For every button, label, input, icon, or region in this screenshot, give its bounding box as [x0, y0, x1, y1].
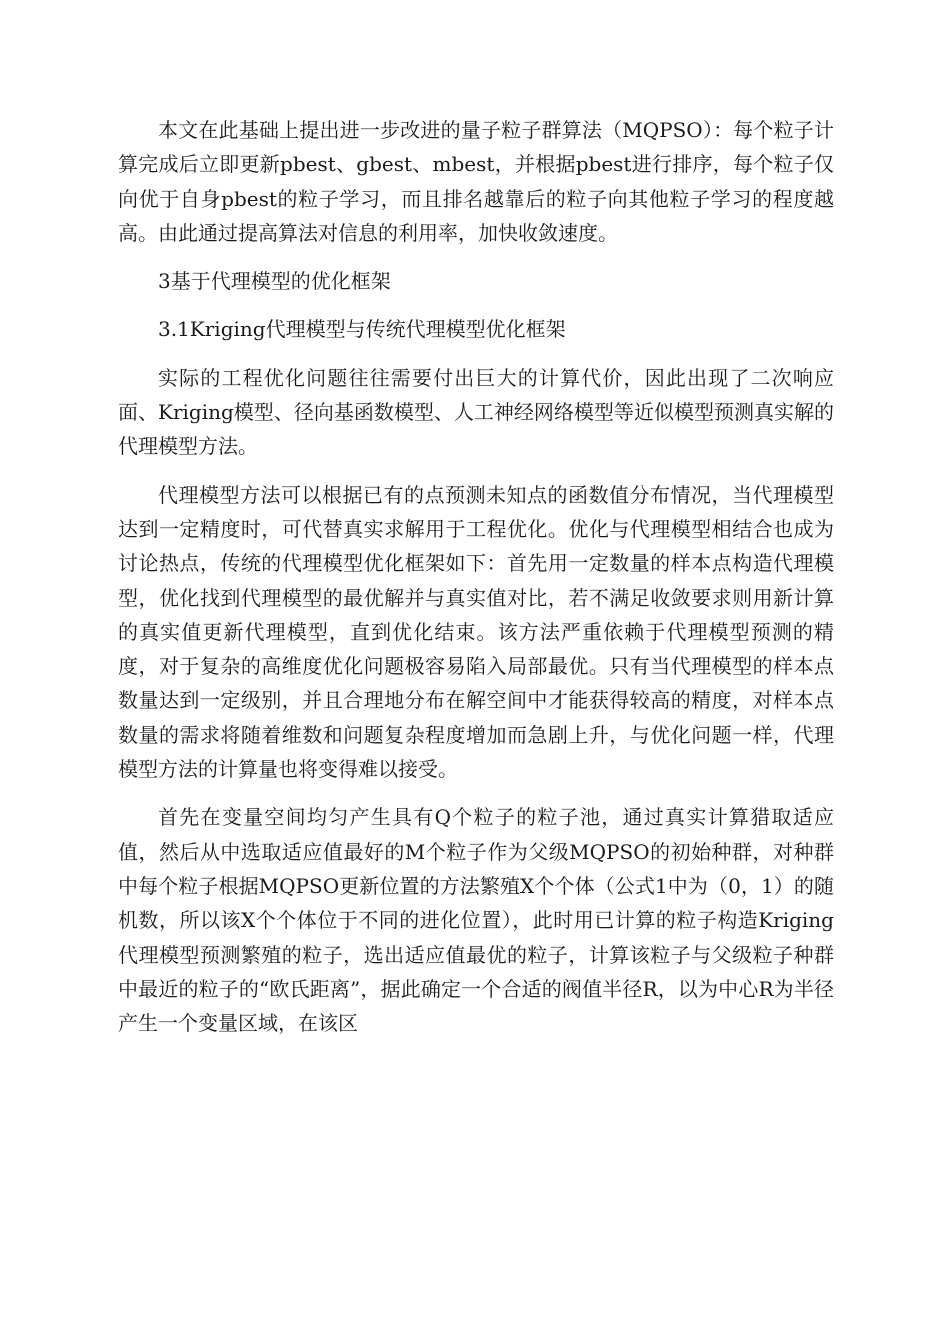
- subsection-heading-3-1: 3.1Kriging代理模型与传统代理模型优化框架: [158, 317, 566, 342]
- document-body: [118, 113, 834, 1054]
- paragraph-surrogate-method: 代理模型方法可以根据已有的点预测未知点的函数值分布情况，当代理模型达到一定精度时，可代替真实求解用于工程优化。优化与代理模型相结合也成为讨论热点，传统的代理模型优化框架如下：首先用一定数量的样本点构造代理模型，优化找到代理模型的最优解并与真实值对比，若不满足收敛要求则用新计算的真实值更新代理模型，直到优化结束。该方法严重依赖于代理模型预测的精度，对于复杂的高维度优化问题极容易陷入局部最优。只有当代理模型的样本点数量达到一定级别，并且合理地分布在解空间中才能获得较高的精度，对样本点数量的需求将随着维数和问题复杂程度增加而急剧上升，与优化问题一样，代理模型方法的计算量也将变得难以接受。: [118, 482, 834, 782]
- paragraph-engineering-cost: 实际的工程优化问题往往需要付出巨大的计算代价，因此出现了二次响应面、Kriging模型、径向基函数模型、人工神经网络模型等近似模型预测真实解的代理模型方法。: [118, 365, 834, 459]
- paragraph-mqpso-intro: 本文在此基础上提出进一步改进的量子粒子群算法（MQPSO）：每个粒子计算完成后立即更新pbest、gbest、mbest，并根据pbest进行排序，每个粒子仅向优于自身pbest的粒子学习，而且排名越靠后的粒子向其他粒子学习的程度越高。由此通过提高算法对信息的利用率，加快收敛速度。: [118, 118, 834, 245]
- section-heading-3: 3基于代理模型的优化框架: [158, 269, 391, 294]
- paragraph-particle-pool: 首先在变量空间均匀产生具有Q个粒子的粒子池，通过真实计算猎取适应值，然后从中选取适应值最好的M个粒子作为父级MQPSO的初始种群，对种群中每个粒子根据MQPSO更新位置的方法繁殖X个个体（公式1中为（0，1）的随机数，所以该X个个体位于不同的进化位置），此时用已计算的粒子构造Kriging代理模型预测繁殖的粒子，选出适应值最优的粒子，计算该粒子与父级粒子种群中最近的粒子的“欧氏距离”，据此确定一个合适的阀值半径R，以为中心R为半径产生一个变量区域，在该区: [118, 805, 834, 1036]
